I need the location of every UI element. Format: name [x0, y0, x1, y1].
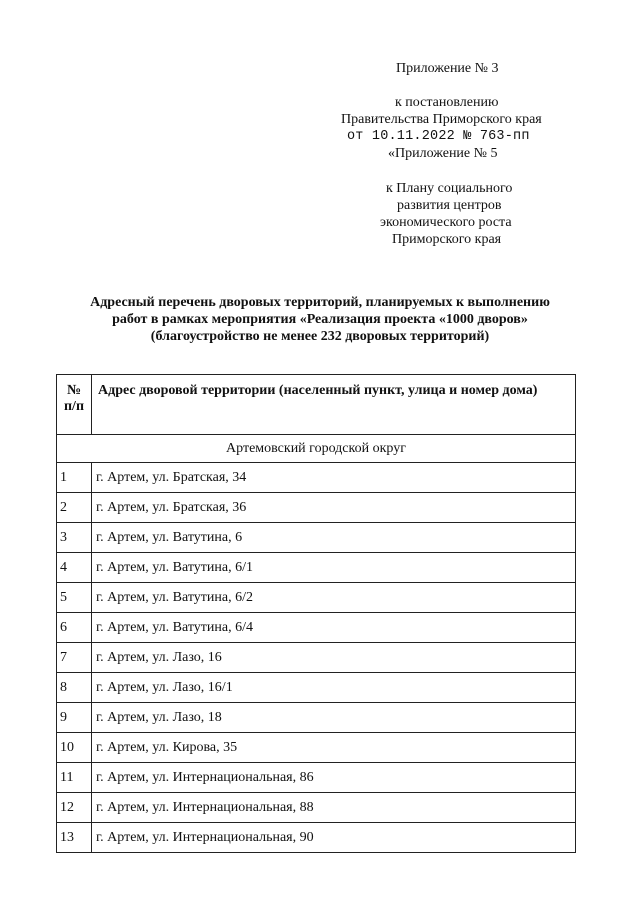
- group-label: Артемовский городской округ: [57, 435, 576, 463]
- column-header-number-symbol: №: [66, 383, 82, 398]
- address-table: [56, 374, 576, 853]
- table-row: [57, 523, 576, 553]
- row-address: г. Артем, ул. Интернациональная, 86: [92, 763, 576, 793]
- row-number: 11: [57, 763, 92, 793]
- row-address: г. Артем, ул. Ватутина, 6/1: [92, 553, 576, 583]
- row-number: 5: [57, 583, 92, 613]
- document-title: [40, 294, 600, 345]
- row-number: 1: [57, 463, 92, 493]
- plan-reference-2: развития центров: [397, 198, 502, 213]
- row-address: г. Артем, ул. Лазо, 16/1: [92, 673, 576, 703]
- plan-reference-1: к Плану социального: [386, 181, 513, 196]
- table-row: [57, 493, 576, 523]
- plan-reference-3: экономического роста: [380, 215, 512, 230]
- title-line: (благоустройство не менее 232 дворовых территорий): [150, 329, 490, 344]
- table-row: [57, 673, 576, 703]
- table-row: [57, 583, 576, 613]
- table-row: [57, 643, 576, 673]
- table-row: [57, 463, 576, 493]
- row-address: г. Артем, ул. Братская, 36: [92, 493, 576, 523]
- row-number: 12: [57, 793, 92, 823]
- row-number: 10: [57, 733, 92, 763]
- table-row: [57, 793, 576, 823]
- row-address: г. Артем, ул. Кирова, 35: [92, 733, 576, 763]
- table-header-row: [57, 375, 576, 435]
- table-body: [57, 435, 576, 853]
- column-header-number-abbr: п/п: [63, 399, 85, 414]
- row-number: 7: [57, 643, 92, 673]
- title-line: работ в рамках мероприятия «Реализация проекта «1000 дворов»: [112, 312, 528, 327]
- row-address: г. Артем, ул. Ватутина, 6/4: [92, 613, 576, 643]
- row-number: 3: [57, 523, 92, 553]
- table-row: [57, 553, 576, 583]
- row-address: г. Артем, ул. Интернациональная, 90: [92, 823, 576, 853]
- decree-date: от 10.11.2022 № 763-пп: [347, 129, 530, 144]
- scan-artifact: [262, 883, 264, 893]
- row-address: г. Артем, ул. Братская, 34: [92, 463, 576, 493]
- column-header-number: [57, 375, 92, 435]
- row-number: 13: [57, 823, 92, 853]
- row-address: г. Артем, ул. Лазо, 18: [92, 703, 576, 733]
- table-row: [57, 703, 576, 733]
- plan-reference-4: Приморского края: [392, 232, 502, 247]
- table-row: [57, 613, 576, 643]
- decree-issuer: Правительства Приморского края: [341, 112, 542, 127]
- table-row: [57, 823, 576, 853]
- table-row: [57, 763, 576, 793]
- row-number: 9: [57, 703, 92, 733]
- row-address: г. Артем, ул. Ватутина, 6: [92, 523, 576, 553]
- title-line: Адресный перечень дворовых территорий, планируемых к выполнению: [90, 295, 550, 310]
- row-address: г. Артем, ул. Лазо, 16: [92, 643, 576, 673]
- row-number: 2: [57, 493, 92, 523]
- group-row: [57, 435, 576, 463]
- row-number: 8: [57, 673, 92, 703]
- row-address: г. Артем, ул. Интернациональная, 88: [92, 793, 576, 823]
- table-row: [57, 733, 576, 763]
- row-address: г. Артем, ул. Ватутина, 6/2: [92, 583, 576, 613]
- row-number: 6: [57, 613, 92, 643]
- appendix-number: Приложение № 3: [396, 61, 499, 76]
- decree-reference: к постановлению: [395, 95, 499, 110]
- previous-appendix: «Приложение № 5: [388, 146, 498, 161]
- row-number: 4: [57, 553, 92, 583]
- column-header-address: Адрес дворовой территории (населенный пункт, улица и номер дома): [92, 375, 576, 435]
